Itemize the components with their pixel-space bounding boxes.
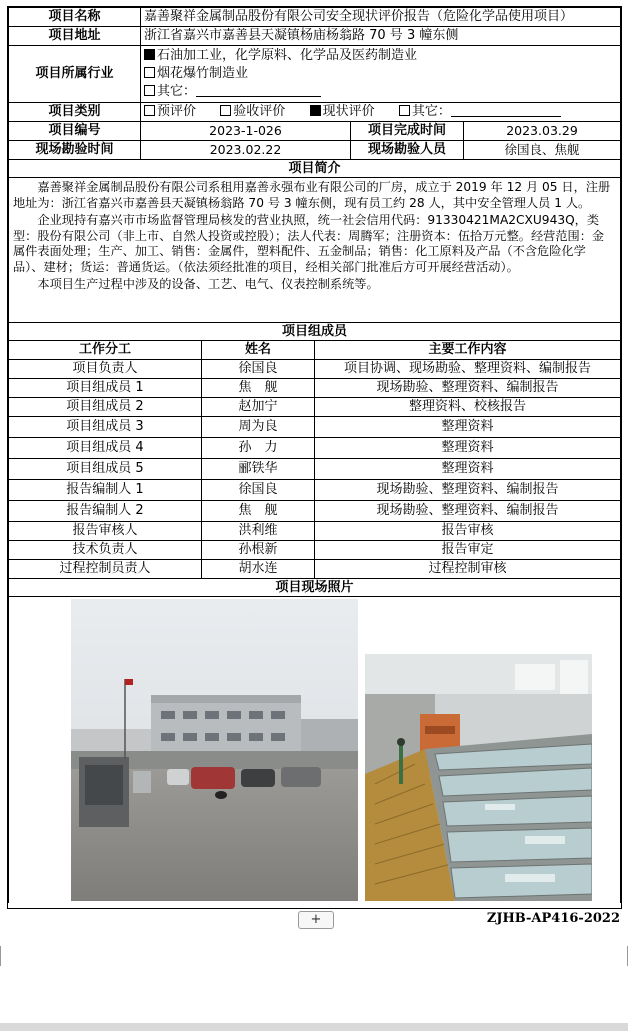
team-row [9, 379, 621, 398]
team-cell-role: 项目组成员 5 [9, 459, 202, 480]
team-cell-role: 项目组成员 1 [9, 379, 202, 398]
page-corner-mark [0, 946, 9, 966]
project-industry-label: 项目所属行业 [9, 46, 141, 103]
team-cell-name: 焦 舰 [202, 501, 315, 522]
team-cell-work: 项目协调、现场勘验、整理资料、编制报告 [315, 360, 621, 379]
info-table [8, 7, 621, 323]
checkbox-empty-icon [220, 105, 231, 116]
project-name-value: 嘉善聚祥金属制品股份有限公司安全现状评价报告（危险化学品使用项目） [141, 8, 621, 27]
team-cell-role: 报告审核人 [9, 522, 202, 541]
checkbox-checked-icon [310, 105, 321, 116]
team-cell-work: 过程控制审核 [315, 560, 621, 579]
team-header-role: 工作分工 [9, 341, 202, 360]
intro-paragraph-3: 本项目生产过程中涉及的设备、工艺、电气、仪表控制系统等。 [37, 277, 379, 291]
page-corner-mark [619, 946, 628, 966]
team-cell-work: 报告审定 [315, 541, 621, 560]
team-row [9, 480, 621, 501]
project-address-value: 浙江省嘉兴市嘉善县天凝镇杨庙杨翁路 70 号 3 幢东侧 [141, 27, 621, 46]
project-name-label: 项目名称 [9, 8, 141, 27]
team-row [9, 438, 621, 459]
team-header-work: 主要工作内容 [315, 341, 621, 360]
team-table [8, 322, 621, 903]
team-cell-work: 整理资料 [315, 417, 621, 438]
intro-paragraph-2: 企业现持有嘉兴市市场监督管理局核发的营业执照，统一社会信用代码：91330421MA2CXU943Q，类型：股份有限公司（非上市、自然人投资或控股）；法人代表：周腾军；注册资本：伍拾万元整。经营范围：金属件表面处理；生产、加工、销售：金属件，塑料配件、五金制品；销售：化工原料及产品（不含危险化学品）、建材；货运：普通货运。（依法须经批准的项目，经相关部门批准后方可开展经营活动）。 [13, 213, 605, 274]
intro-paragraph-1: 嘉善聚祥金属制品股份有限公司系租用嘉善永强布业有限公司的厂房，成立于 2019 年 12 月 05 日，注册地址为：浙江省嘉兴市嘉善县天凝镇杨翁路 70 号 3 幢东侧，现有员工约 28 人，其中安全管理人员 1 人。 [13, 180, 611, 210]
site-photo-production-line [365, 654, 592, 901]
industry-option-1[interactable]: 石油加工业，化学原料、化学品及医药制造业 [144, 47, 617, 65]
team-cell-role: 过程控制员责人 [9, 560, 202, 579]
team-cell-role: 项目组成员 3 [9, 417, 202, 438]
team-cell-role: 项目负责人 [9, 360, 202, 379]
complete-time-label: 项目完成时间 [351, 122, 464, 141]
team-cell-name: 孙根新 [202, 541, 315, 560]
intro-title: 项目简介 [9, 160, 621, 178]
industry-option-2[interactable]: 烟花爆竹制造业 [144, 65, 617, 83]
site-photo-exterior [71, 599, 358, 901]
bottom-scrollbar[interactable] [0, 1023, 628, 1031]
footer-doc-code: ZJHB-AP416-2022 [486, 911, 620, 926]
project-industry-options [141, 46, 621, 103]
team-cell-role: 报告编制人 1 [9, 480, 202, 501]
category-option-4[interactable]: 其它： [399, 104, 561, 119]
other-blank-line [451, 104, 561, 117]
team-cell-role: 报告编制人 2 [9, 501, 202, 522]
project-category-options [141, 103, 621, 122]
checkbox-empty-icon [144, 105, 155, 116]
checkbox-empty-icon [144, 67, 155, 78]
team-row [9, 459, 621, 480]
category-option-2[interactable]: 验收评价 [220, 104, 285, 119]
survey-time-label: 现场勘验时间 [9, 141, 141, 160]
team-cell-name: 赵加宁 [202, 398, 315, 417]
team-row [9, 501, 621, 522]
checkbox-empty-icon [399, 105, 410, 116]
team-cell-name: 洪利维 [202, 522, 315, 541]
team-header-name: 姓名 [202, 341, 315, 360]
team-cell-work: 整理资料 [315, 459, 621, 480]
checkbox-checked-icon [144, 49, 155, 60]
team-cell-name: 郦铁华 [202, 459, 315, 480]
team-cell-role: 技术负责人 [9, 541, 202, 560]
photos-cell [9, 597, 621, 904]
team-cell-work: 现场勘验、整理资料、编制报告 [315, 379, 621, 398]
team-cell-role: 项目组成员 4 [9, 438, 202, 459]
survey-people-label: 现场勘验人员 [351, 141, 464, 160]
team-cell-name: 胡水连 [202, 560, 315, 579]
other-blank-line [196, 84, 321, 97]
project-number-value: 2023-1-026 [141, 122, 351, 141]
team-cell-name: 徐国良 [202, 480, 315, 501]
project-address-label: 项目地址 [9, 27, 141, 46]
checkbox-empty-icon [144, 85, 155, 96]
team-cell-name: 焦 舰 [202, 379, 315, 398]
category-option-1[interactable]: 预评价 [144, 104, 196, 119]
survey-people-value: 徐国良、焦舰 [464, 141, 621, 160]
report-form [7, 6, 622, 909]
project-number-label: 项目编号 [9, 122, 141, 141]
team-cell-work: 整理资料、校核报告 [315, 398, 621, 417]
team-row [9, 522, 621, 541]
team-cell-work: 报告审核 [315, 522, 621, 541]
team-cell-work: 整理资料 [315, 438, 621, 459]
add-button[interactable]: + [298, 911, 334, 929]
team-cell-name: 周为良 [202, 417, 315, 438]
team-row [9, 398, 621, 417]
team-cell-work: 现场勘验、整理资料、编制报告 [315, 501, 621, 522]
team-row [9, 360, 621, 379]
photos-title: 项目现场照片 [9, 579, 621, 597]
complete-time-value: 2023.03.29 [464, 122, 621, 141]
team-row [9, 417, 621, 438]
survey-time-value: 2023.02.22 [141, 141, 351, 160]
category-option-3[interactable]: 现状评价 [310, 104, 375, 119]
team-cell-work: 现场勘验、整理资料、编制报告 [315, 480, 621, 501]
team-cell-role: 项目组成员 2 [9, 398, 202, 417]
team-row [9, 560, 621, 579]
team-cell-name: 徐国良 [202, 360, 315, 379]
industry-option-3[interactable]: 其它： [144, 83, 617, 101]
team-title: 项目组成员 [9, 323, 621, 341]
team-row [9, 541, 621, 560]
intro-body [9, 178, 621, 323]
team-cell-name: 孙 力 [202, 438, 315, 459]
project-category-label: 项目类别 [9, 103, 141, 122]
